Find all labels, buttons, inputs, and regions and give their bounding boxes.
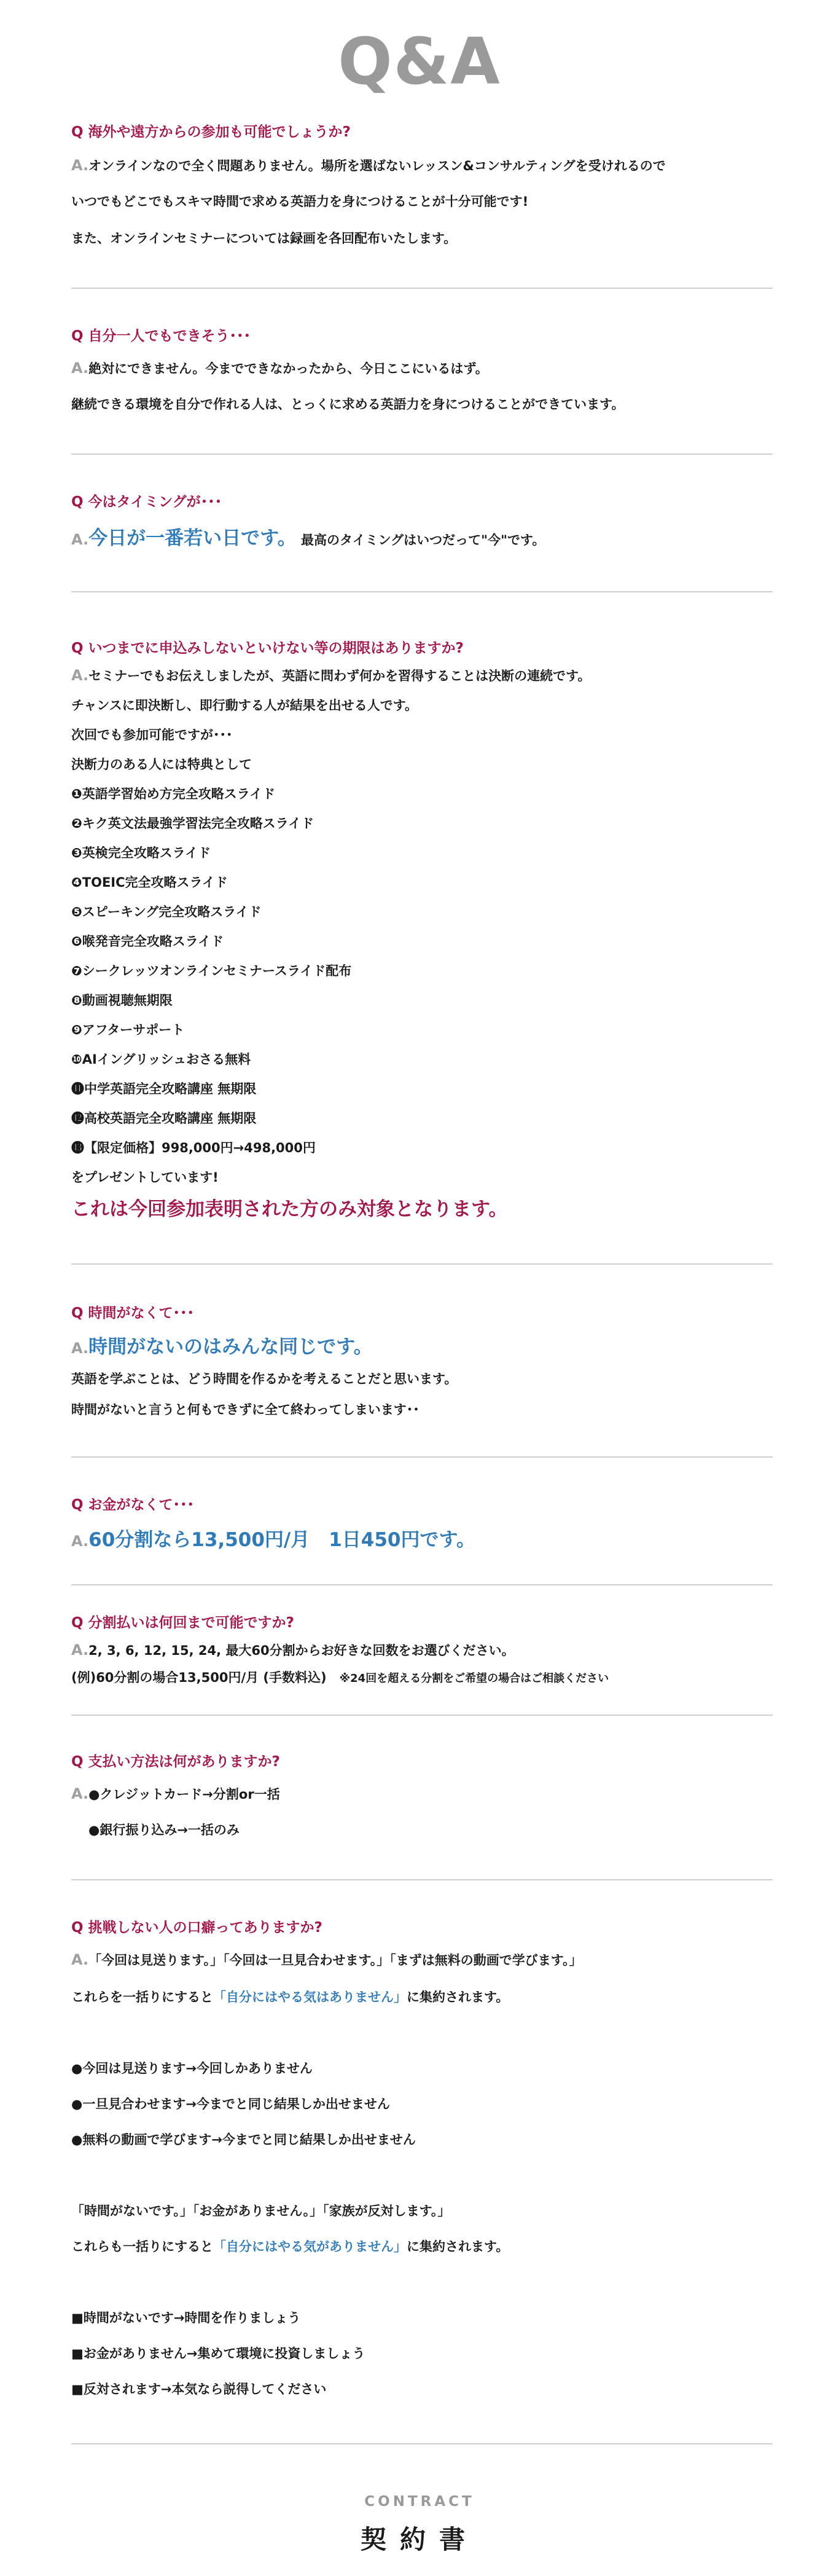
answer-9-bullet: ■反対されます→本気なら説得してください — [71, 2382, 327, 2397]
answer-prefix: A. — [71, 667, 89, 684]
answer-7-example: (例)60分割の場合13,500円/月 (手数料込) ※24回を超える分割をご希望の場合はご相談ください — [71, 1670, 609, 1685]
divider — [71, 1584, 773, 1585]
answer-2-line-2: 継続できる環境を自分で作れる人は、とっくに求める英語力を身につけることができています。 — [71, 397, 625, 412]
question-5: Q 時間がなくて･･･ — [71, 1305, 195, 1321]
divider — [71, 1714, 773, 1716]
answer-prefix: A. — [71, 1533, 89, 1550]
divider — [71, 1263, 773, 1265]
perk-item: ⓬高校英語完全攻略講座 無期限 — [71, 1111, 257, 1126]
question-3: Q 今はタイミングが･･･ — [71, 494, 222, 510]
answer-4-line-1: A.セミナーでもお伝えしましたが、英語に問わず何かを習得することは決断の連続です。 — [71, 667, 591, 684]
answer-prefix: A. — [71, 1641, 89, 1659]
question-8: Q 支払い方法は何がありますか? — [71, 1754, 280, 1770]
divider — [71, 454, 773, 455]
divider — [71, 2443, 773, 2444]
answer-9-bullet: ●今回は見送ります→今回しかありません — [71, 2061, 313, 2076]
question-9: Q 挑戦しない人の口癖ってありますか? — [71, 1920, 322, 1936]
contract-label-en: CONTRACT — [364, 2494, 475, 2510]
answer-4-line-3: 次回でも参加可能ですが･･･ — [71, 728, 233, 742]
answer-7-line-1: A.2, 3, 6, 12, 15, 24, 最大60分割からお好きな回数をお選びください。 — [71, 1641, 515, 1659]
answer-9-line-1: A.「今回は見送ります。」「今回は一旦見合わせます。」「まずは無料の動画で学びます。」 — [71, 1951, 582, 1968]
perk-item: ⓭【限定価格】998,000円→498,000円 — [71, 1141, 316, 1155]
perk-item: ❷キク英文法最強学習法完全攻略スライド — [71, 816, 314, 831]
answer-5-line-2: 時間がないと言うと何もできずに全て終わってしまいます･･ — [71, 1402, 419, 1417]
answer-9-summary-2-highlight: 「自分にはやる気がありません」 — [213, 2239, 407, 2254]
perk-item: ❶英語学習始め方完全攻略スライド — [71, 787, 276, 801]
question-6: Q お金がなくて･･･ — [71, 1497, 195, 1513]
contract-label-jp: 契約書 — [360, 2524, 478, 2554]
answer-5-highlight: 時間がないのはみんな同じです。 — [88, 1336, 373, 1358]
answer-prefix: A. — [71, 1340, 89, 1357]
answer-9-summary-2: これらも一括りにすると「自分にはやる気がありません」に集約されます。 — [71, 2239, 509, 2254]
question-4: Q いつまでに申込みしないといけない等の期限はありますか? — [71, 640, 464, 656]
divider — [71, 288, 773, 289]
answer-prefix: A. — [71, 157, 89, 174]
divider — [71, 1456, 773, 1458]
answer-5-line-1: 英語を学ぶことは、どう時間を作るかを考えることだと思います。 — [71, 1372, 458, 1386]
answer-prefix: A. — [71, 359, 89, 377]
answer-1-line-1: A.オンラインなので全く問題ありません。場所を選ばないレッスン&コンサルティングを受けれるので — [71, 157, 666, 174]
answer-8-line-2: ●銀行振り込み→一括のみ — [88, 1823, 240, 1837]
answer-4-closing: をプレゼントしています! — [71, 1170, 219, 1185]
perk-item: ❻喉発音完全攻略スライド — [71, 934, 224, 949]
perk-item: ❼シークレッツオンラインセミナースライド配布 — [71, 964, 352, 978]
answer-1-line-3: また、オンラインセミナーについては録画を各回配布いたします。 — [71, 231, 457, 246]
perk-item: ❾アフターサポート — [71, 1023, 185, 1037]
answer-prefix: A. — [71, 1951, 89, 1968]
divider — [71, 591, 773, 592]
answer-8-line-1: A.●クレジットカード→分割or一括 — [71, 1785, 280, 1802]
answer-9-bullet: ●無料の動画で学びます→今までと同じ結果しか出せません — [71, 2132, 416, 2147]
answer-4-line-4: 決断力のある人には特典として — [71, 757, 252, 772]
answer-9-quotes-2: 「時間がないです。」「お金がありません。」「家族が反対します。」 — [71, 2204, 451, 2218]
answer-4-line-2: チャンスに即決断し、即行動する人が結果を出せる人です。 — [71, 698, 418, 713]
divider — [71, 1879, 773, 1880]
answer-9-summary-1: これらを一括りにすると「自分にはやる気はありません」に集約されます。 — [71, 1990, 509, 2005]
answer-9-bullet: ■お金がありません→集めて環境に投資しましょう — [71, 2346, 365, 2361]
answer-9-bullet: ■時間がないです→時間を作りましょう — [71, 2311, 301, 2325]
answer-9-bullet: ●一旦見合わせます→今までと同じ結果しか出せません — [71, 2097, 390, 2111]
answer-9-summary-1-highlight: 「自分にはやる気はありません」 — [213, 1990, 407, 2005]
answer-7-note: ※24回を超える分割をご希望の場合はご相談ください — [339, 1672, 609, 1685]
question-1: Q 海外や遠方からの参加も可能でしょうか? — [71, 124, 351, 140]
answer-3-highlight: 今日が一番若い日です。 — [88, 527, 297, 549]
perk-item: ⓫中学英語完全攻略講座 無期限 — [71, 1082, 257, 1096]
perk-item: ❹TOEIC完全攻略スライド — [71, 875, 228, 890]
answer-6-highlight: 60分割なら13,500円/月 1日450円です。 — [88, 1529, 476, 1551]
answer-5-highlight-line — [71, 1331, 373, 1359]
question-7: Q 分割払いは何回まで可能ですか? — [71, 1615, 294, 1631]
answer-prefix: A. — [71, 531, 89, 548]
perk-item: ❽動画視聴無期限 — [71, 993, 173, 1008]
answer-prefix: A. — [71, 1785, 89, 1802]
answer-6 — [71, 1524, 475, 1552]
answer-2-line-1: A.絶対にできません。今までできなかったから、今日ここにいるはず。 — [71, 359, 488, 377]
answer-3: A.今日が一番若い日です。 最高のタイミングはいつだって"今"です。 — [71, 527, 545, 549]
perk-item: ❿AIイングリッシュおさる無料 — [71, 1052, 251, 1067]
perk-item: ❺スピーキング完全攻略スライド — [71, 905, 262, 919]
question-2: Q 自分一人でもできそう･･･ — [71, 328, 251, 344]
answer-1-line-2: いつでもどこでもスキマ時間で求める英語力を身につけることが十分可能です! — [71, 194, 529, 209]
page-title: Q&A — [338, 24, 501, 99]
answer-4-emphasis: これは今回参加表明された方のみ対象となります。 — [71, 1198, 508, 1220]
perk-item: ❸英検完全攻略スライド — [71, 846, 211, 860]
